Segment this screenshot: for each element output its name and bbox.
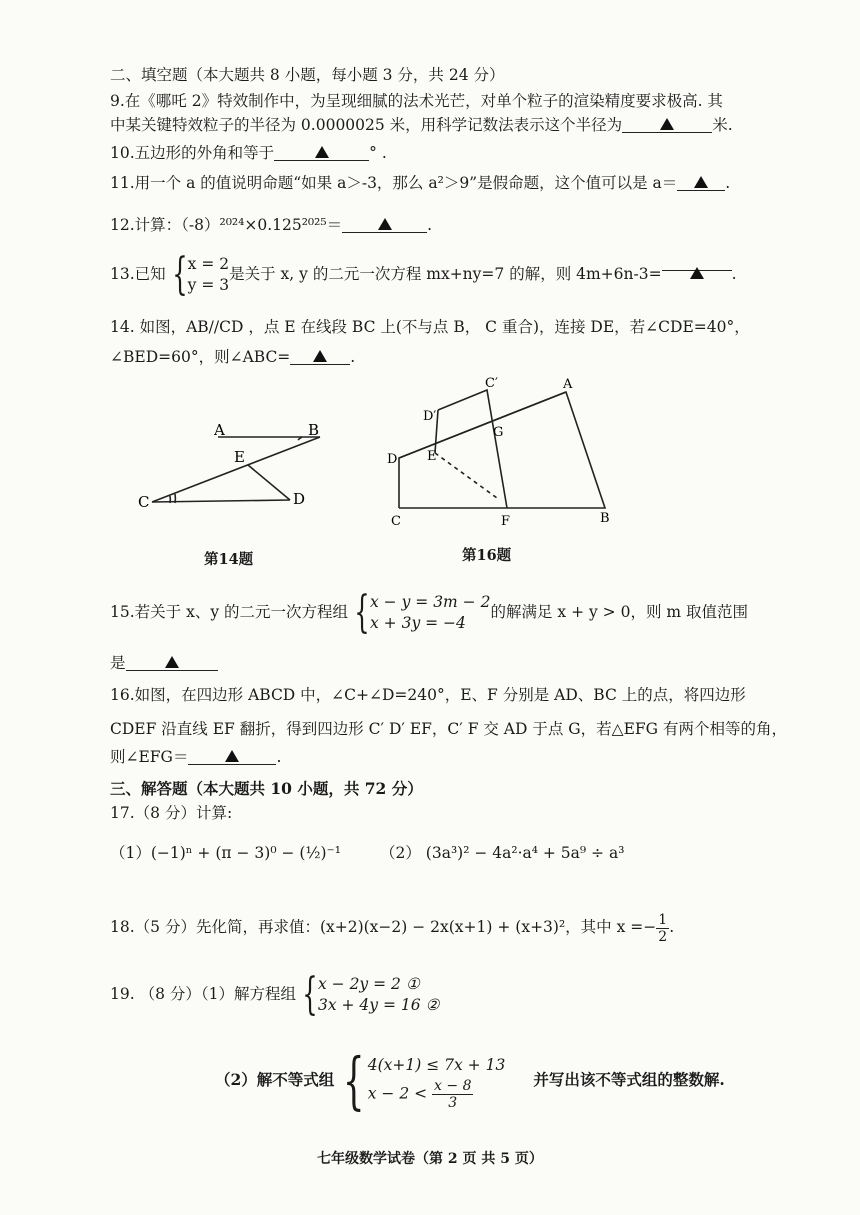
fig16-label-c: C bbox=[391, 514, 401, 529]
triangle-icon bbox=[313, 350, 327, 362]
q15-eq2: x + 3y = −4 bbox=[370, 614, 466, 632]
q18-text: 18.（5 分）先化简，再求值：(x+2)(x−2) − 2x(x+1) + (x+3)²，其中 x = bbox=[110, 918, 644, 936]
q12 bbox=[110, 214, 432, 236]
q15-line2-text: 是 bbox=[110, 654, 126, 672]
fig16-label-dp: D′ bbox=[423, 409, 437, 424]
triangle-icon bbox=[165, 656, 179, 668]
q19-eq2: 3x + 4y = 16 ② bbox=[317, 996, 440, 1014]
q19-ineq2-fraction bbox=[432, 1078, 473, 1111]
q19-part2 bbox=[215, 1044, 725, 1117]
q10-tail: ° . bbox=[369, 144, 387, 162]
fig14-label-e: E bbox=[234, 448, 245, 466]
q10-text: 10.五边形的外角和等于 bbox=[110, 144, 275, 162]
q16-line1: 16.如图，在四边形 ABCD 中，∠C+∠D=240°，E、F 分别是 AD、BC 上的点，将四边形 bbox=[110, 686, 746, 704]
q19-ineq-system bbox=[368, 1052, 506, 1111]
q15-text: 的解满足 x + y > 0，则 m 取值范围 bbox=[490, 603, 748, 621]
q18-sign: − bbox=[643, 918, 657, 936]
q13-tail: . bbox=[731, 265, 737, 283]
q19-ineq2-num: x − 8 bbox=[434, 1077, 472, 1094]
fig16-caption: 第16题 bbox=[462, 547, 512, 564]
q9-line2 bbox=[110, 114, 733, 136]
section-3-title: 三、解答题（本大题共 10 小题，共 72 分） bbox=[110, 779, 423, 798]
q19-ineq2 bbox=[368, 1078, 506, 1111]
q13-eq2: y = 3 bbox=[187, 276, 230, 294]
left-brace-icon: { bbox=[343, 1044, 365, 1117]
q15-answer-blank[interactable] bbox=[126, 652, 218, 671]
q19-head: 19. （8 分）（1）解方程组 bbox=[110, 985, 296, 1003]
left-brace-icon: { bbox=[302, 969, 318, 1020]
q10-answer-blank[interactable] bbox=[274, 142, 369, 161]
q18-fraction bbox=[656, 912, 669, 945]
line-cd bbox=[152, 500, 290, 502]
line-ef-dashed bbox=[435, 453, 497, 498]
line-da bbox=[399, 392, 566, 458]
q14-line2 bbox=[110, 346, 355, 368]
q14-answer-blank[interactable] bbox=[290, 346, 350, 365]
fig16-label-e: E bbox=[427, 449, 437, 464]
figure-16 bbox=[385, 370, 625, 530]
q13-pre: 13.已知 bbox=[110, 265, 166, 283]
q13-answer-blank[interactable] bbox=[662, 252, 732, 271]
q19-part1 bbox=[110, 969, 440, 1020]
q19-eq1: x − 2y = 2 ① bbox=[317, 975, 420, 993]
fig14-label-a: A bbox=[214, 421, 225, 439]
q13-eq1: x = 2 bbox=[187, 255, 230, 273]
triangle-icon bbox=[315, 146, 329, 158]
line-ed bbox=[248, 465, 290, 500]
left-brace-icon: { bbox=[171, 249, 188, 300]
triangle-icon bbox=[378, 218, 392, 230]
q16-line2: CDEF 沿直线 EF 翻折，得到四边形 C′ D′ EF，C′ F 交 AD 于点 G，若△EFG 有两个相等的角， bbox=[110, 720, 787, 738]
triangle-icon bbox=[225, 750, 239, 762]
q18-den: 2 bbox=[658, 928, 668, 945]
q11-text: 11.用一个 a 的值说明命题“如果 a＞-3，那么 a²＞9”是假命题，这个值可以是 a＝ bbox=[110, 174, 678, 192]
q13-text: 是关于 x, y 的二元一次方程 mx+ny=7 的解，则 4m+6n-3= bbox=[229, 265, 662, 283]
q14-tail: . bbox=[350, 348, 356, 366]
fig16-label-cp: C′ bbox=[485, 376, 498, 391]
triangle-icon bbox=[660, 118, 674, 130]
q18: 18.（5 分）先化简，再求值：(x+2)(x−2) − 2x(x+1) + (x+3)²，其中 x =− $\frac{1}{2}$ . bbox=[110, 911, 675, 945]
q13-system bbox=[188, 254, 229, 296]
folded-edge bbox=[438, 390, 507, 508]
left-brace-icon: { bbox=[354, 587, 370, 638]
q17-head: 17.（8 分）计算: bbox=[110, 804, 233, 822]
q14-text: ∠BED=60°，则∠ABC= bbox=[110, 348, 291, 366]
q16-answer-blank[interactable] bbox=[188, 746, 276, 765]
fig14-label-b: B bbox=[308, 421, 320, 439]
q19-ineq2-left: x − 2 < bbox=[367, 1084, 428, 1102]
q10 bbox=[110, 142, 387, 164]
q12-tail: . bbox=[427, 216, 433, 234]
q16-line3 bbox=[110, 746, 281, 768]
fig16-label-a: A bbox=[563, 377, 573, 392]
q14-line1: 14. 如图，AB//CD ，点 E 在线段 BC 上(不与点 B， C 重合)，连接 DE，若∠CDE=40°， bbox=[110, 318, 750, 336]
fig16-label-d: D bbox=[387, 452, 398, 467]
figure-14 bbox=[130, 410, 360, 520]
triangle-icon bbox=[690, 267, 704, 279]
q15-pre: 15.若关于 x、y 的二元一次方程组 bbox=[110, 603, 349, 621]
q11 bbox=[110, 172, 730, 194]
triangle-icon bbox=[694, 176, 708, 188]
q15-system bbox=[370, 592, 490, 634]
q19-p2-tail: 并写出该不等式组的整数解. bbox=[533, 1070, 725, 1089]
q19-system bbox=[318, 974, 439, 1016]
q18-num: 1 bbox=[658, 911, 668, 928]
q15-eq1: x − y = 3m − 2 bbox=[370, 593, 491, 611]
fig14-label-d: D bbox=[293, 490, 306, 508]
q15-line2 bbox=[110, 652, 218, 674]
q9-text: 中某关键特效粒子的半径为 0.0000025 米，用科学记数法表示这个半径为 bbox=[110, 116, 623, 134]
q9-answer-blank[interactable] bbox=[622, 114, 712, 133]
q9-line1: 9.在《哪吒 2》特效制作中，为呈现细腻的法术光芒，对单个粒子的渲染精度要求极高. 其 bbox=[110, 92, 723, 110]
fig14-label-c: C bbox=[138, 493, 150, 511]
q19-ineq1: 4(x+1) ≤ 7x + 13 bbox=[367, 1055, 506, 1074]
q9-tail: 米. bbox=[712, 116, 733, 134]
section-2-title: 二、填空题（本大题共 8 小题，每小题 3 分，共 24 分） bbox=[110, 66, 505, 84]
fig16-label-b: B bbox=[600, 511, 610, 526]
q19-ineq2-den: 3 bbox=[448, 1094, 458, 1111]
q19-p2-label: （2）解不等式组 bbox=[215, 1070, 335, 1089]
q13 bbox=[110, 249, 737, 300]
q12-answer-blank[interactable] bbox=[342, 214, 427, 233]
page-footer: 七年级数学试卷（第 2 页 共 5 页） bbox=[317, 1151, 543, 1167]
q17-part1: （1）(−1)ⁿ + (π − 3)⁰ − (½)⁻¹ bbox=[110, 844, 341, 862]
fig16-label-f: F bbox=[501, 514, 511, 529]
q11-tail: . bbox=[725, 174, 731, 192]
q11-answer-blank[interactable] bbox=[677, 172, 725, 191]
q16-text: 则∠EFG＝ bbox=[110, 748, 189, 766]
q12-text: 12.计算：（-8）²⁰²⁴×0.125²⁰²⁵＝ bbox=[110, 216, 343, 234]
q15 bbox=[110, 587, 748, 638]
fig14-caption: 第14题 bbox=[204, 551, 254, 568]
fig16-label-g: G bbox=[493, 425, 504, 440]
q17-part2: （2） (3a³)² − 4a²·a⁴ + 5a⁹ ÷ a³ bbox=[380, 844, 625, 862]
q16-tail: . bbox=[276, 748, 282, 766]
